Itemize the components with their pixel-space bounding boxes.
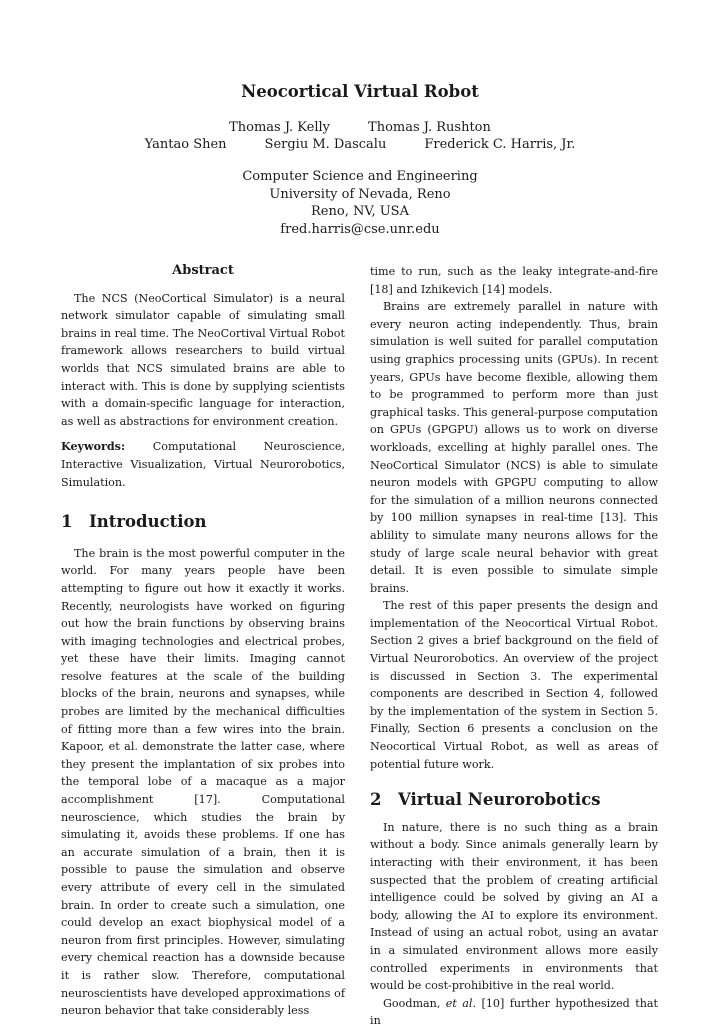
section-number: 1 [61, 512, 73, 532]
keywords-text: Computational Neuroscience, Interactive Visualization, Virtual Neurorobotics, Simulation. [61, 440, 345, 489]
author-row-1 [0, 120, 720, 135]
author-name: Thomas J. Kelly [229, 120, 331, 135]
abstract-text: The NCS (NeoCortical Simulator) is a neural network simulator capable of simulating small brains in real time. The NeoCortival Virtual Robot framework allows researchers to build virtual worlds that NCS simulated brains are able to interact with. This is done by supplying scientists with a domain-specific language for interaction, as well as abstractions for environment creation. [61, 291, 345, 428]
intro-paragraph-1: The brain is the most powerful computer in the world. For many years people have been attempting to figure out how it exactly it works. Recently, neurologists have worked on figuring out how the brain functions by observing brains with imaging technologies and electrical probes, yet these have their limits. Imaging cannot resolve features at the scale of the building blocks of the brain, neurons and synapses, while probes are limited by the mechanical difficulties of fitting more than a few wires into the brain. Kapoor, et al. demonstrate the latter case, where they present the implantation of six probes into the temporal lobe of a macaque as a major accomplishment [17]. Computational neuroscience, which studies the brain by simulating it, avoids these problems. If one has an accurate simulation of a brain, then it is possible to pause the simulation and observe every attribute of every cell in the simulated brain. In order to create such a simulation, one could develop an exact biophysical model of a neuron from first principles. However, simulating every chemical reaction has a downside because it is rather slow. Therefore, computational neuroscientists have developed approximations of neuron behavior that take considerably less [61, 546, 345, 1018]
author-name: Thomas J. Rushton [368, 120, 491, 135]
affiliation-block [0, 168, 720, 238]
section-title: Virtual Neurorobotics [398, 790, 601, 810]
intro-paragraph-1-continued: time to run, such as the leaky integrate-and-fire [18] and Izhikevich [14] models. [370, 265, 658, 296]
affiliation-location: Reno, NV, USA [311, 204, 409, 220]
section-title: Introduction [89, 512, 207, 532]
author-name: Frederick C. Harris, Jr. [424, 137, 576, 152]
citation-etal: et al. [445, 996, 477, 1010]
affiliation-email: fred.harris@cse.unr.edu [280, 221, 440, 237]
right-column [370, 263, 658, 1030]
keywords-line [61, 438, 345, 491]
section-1-heading [61, 513, 345, 531]
neurorobotics-paragraph-1: In nature, there is no such thing as a brain without a body. Since animals generally learn by interacting with their environment, it has been suspected that the problem of creating artificial intelligence could be solved by giving an AI a body, allowing the AI to explore its environment. Instead of using an actual robot, using an avatar in a simulated environment allows more easily controlled experiments in environments that would be cost-prohibitive in the real world. [370, 820, 658, 993]
affiliation-department: Computer Science and Engineering [242, 169, 478, 184]
citation-author: Goodman, [383, 996, 441, 1010]
author-row-2 [0, 137, 720, 152]
neurorobotics-paragraph-2 [370, 995, 658, 1030]
affiliation-university: University of Nevada, Reno [269, 186, 451, 202]
left-column [61, 262, 345, 1020]
section-number: 2 [370, 790, 382, 810]
section-2-heading [370, 791, 658, 809]
intro-paragraph-2: Brains are extremely parallel in nature with every neuron acting independently. Thus, brain simulation is well suited for parallel computation using graphics processing units (GPUs). In recent years, GPUs have become flexible, allowing them to be programmed to perform more than just graphical tasks. This general-purpose computation on GPUs (GPGPU) allows us to work on diverse workloads, excelling at highly parallel ones. The NeoCortical Simulator (NCS) is able to simulate neuron models with GPGPU computing to allow for the simulation of a million neurons connected by 100 million synapses in real-time [13]. This ablility to simulate many neurons allows for the study of large scale neural behavior with great detail. It is even possible to simulate simple brains. [370, 300, 658, 595]
paper-title: Neocortical Virtual Robot [241, 82, 479, 101]
abstract-heading: Abstract [172, 263, 234, 278]
paragraph-text: [10] further hypothesized that in [370, 996, 658, 1028]
keywords-label: Keywords: [61, 440, 126, 454]
author-name: Yantao Shen [144, 137, 227, 152]
author-name: Sergiu M. Dascalu [264, 137, 387, 152]
intro-paragraph-3: The rest of this paper presents the design and implementation of the Neocortical Virtual Robot. Section 2 gives a brief background on the field of Virtual Neurorobotics. An overview of the project is discussed in Section 3. The experimental components are described in Section 4, followed by the implementation of the system in Section 5. Finally, Section 6 presents a conclusion on the Neocortical Virtual Robot, as well as areas of potential future work. [370, 599, 658, 771]
